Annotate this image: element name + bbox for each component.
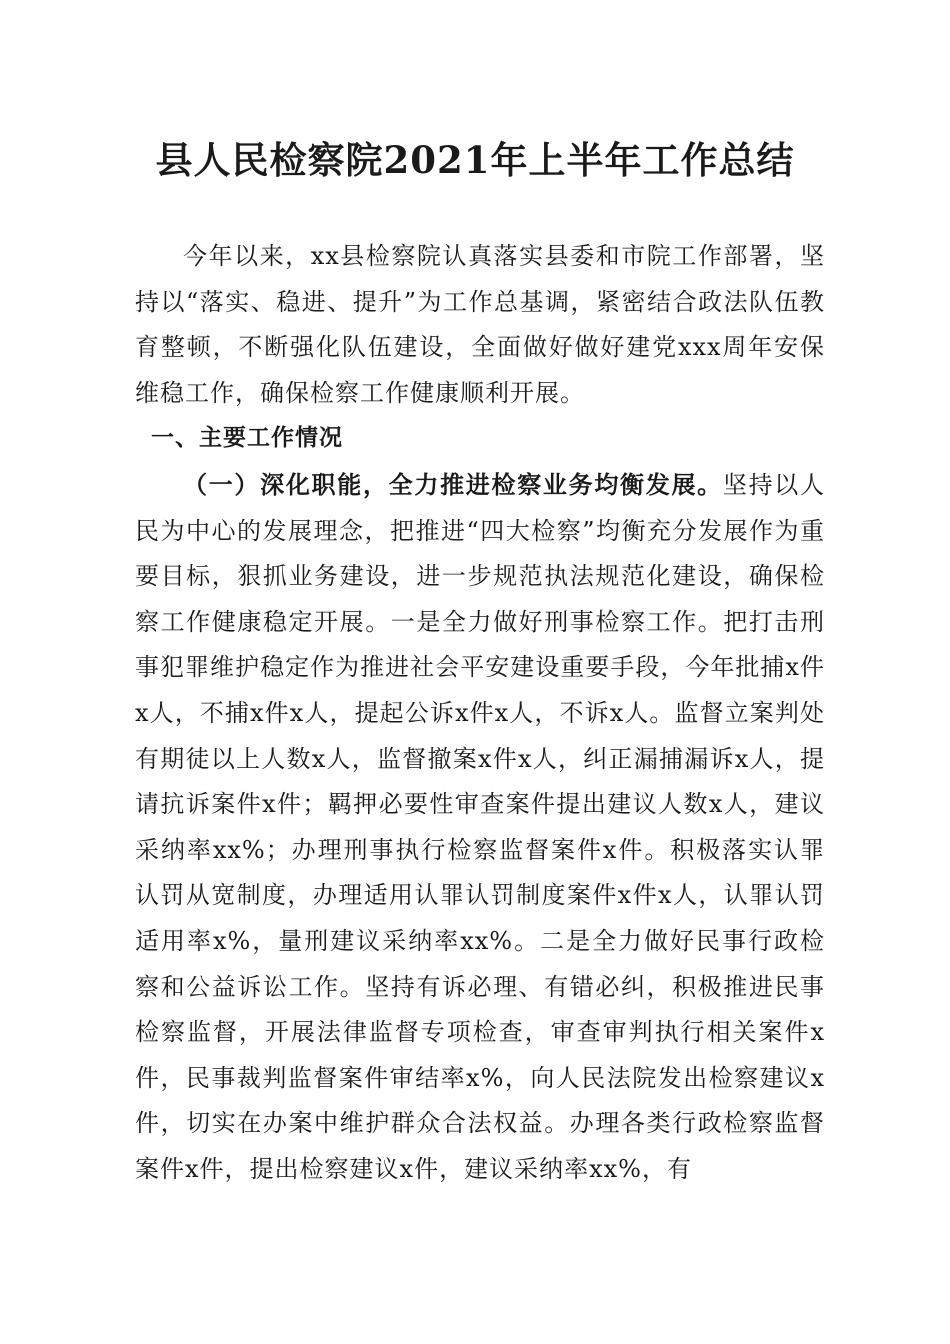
- intro-paragraph: 今年以来，xx县检察院认真落实县委和市院工作部署，坚持以“落实、稳进、提升”为工作总基调，紧密结合政法队伍教育整顿，不断强化队伍建设，全面做好做好建党xxx周年安保维稳工作，确保检察工作健康顺利开展。: [135, 242, 825, 407]
- subsection-heading-1: （一）深化职能，全力推进检察业务均衡发展。: [183, 469, 723, 499]
- subsection-text-1: 坚持以人民为中心的发展理念，把推进“四大检察”均衡充分发展作为重要目标，狠抓业务建设，进一步规范执法规范化建设，确保检察工作健康稳定开展。一是全力做好刑事检察工作。把打击刑事犯罪维护稳定作为推进社会平安建设重要手段，今年批捕x件x人，不捕x件x人，提起公诉x件x人，不诉x人。监督立案判处有期徒以上人数x人，监督撤案x件x人，纠正漏捕漏诉x人，提请抗诉案件x件；羁押必要性审查案件提出建议人数x人，建议采纳率xx%；办理刑事执行检察监督案件x件。积极落实认罪认罚从宽制度，办理适用认罪认罚制度案件x件x人，认罪认罚适用率x%，量刑建议采纳率xx%。二是全力做好民事行政检察和公益诉讼工作。坚持有诉必理、有错必纠，积极推进民事检察监督，开展法律监督专项检查，审查审判执行相关案件x件，民事裁判监督案件审结率x%，向人民法院发出检察建议x件，切实在办案中维护群众合法权益。办理各类行政检察监督案件x件，提出检察建议x件，建议采纳率xx%，有: [135, 470, 825, 1183]
- document-body: [135, 234, 825, 1192]
- section-heading-main-work: 一、主要工作情况: [151, 425, 343, 452]
- subsection-paragraph-1: [135, 462, 825, 1193]
- document-title: 县人民检察院2021年上半年工作总结: [155, 138, 795, 182]
